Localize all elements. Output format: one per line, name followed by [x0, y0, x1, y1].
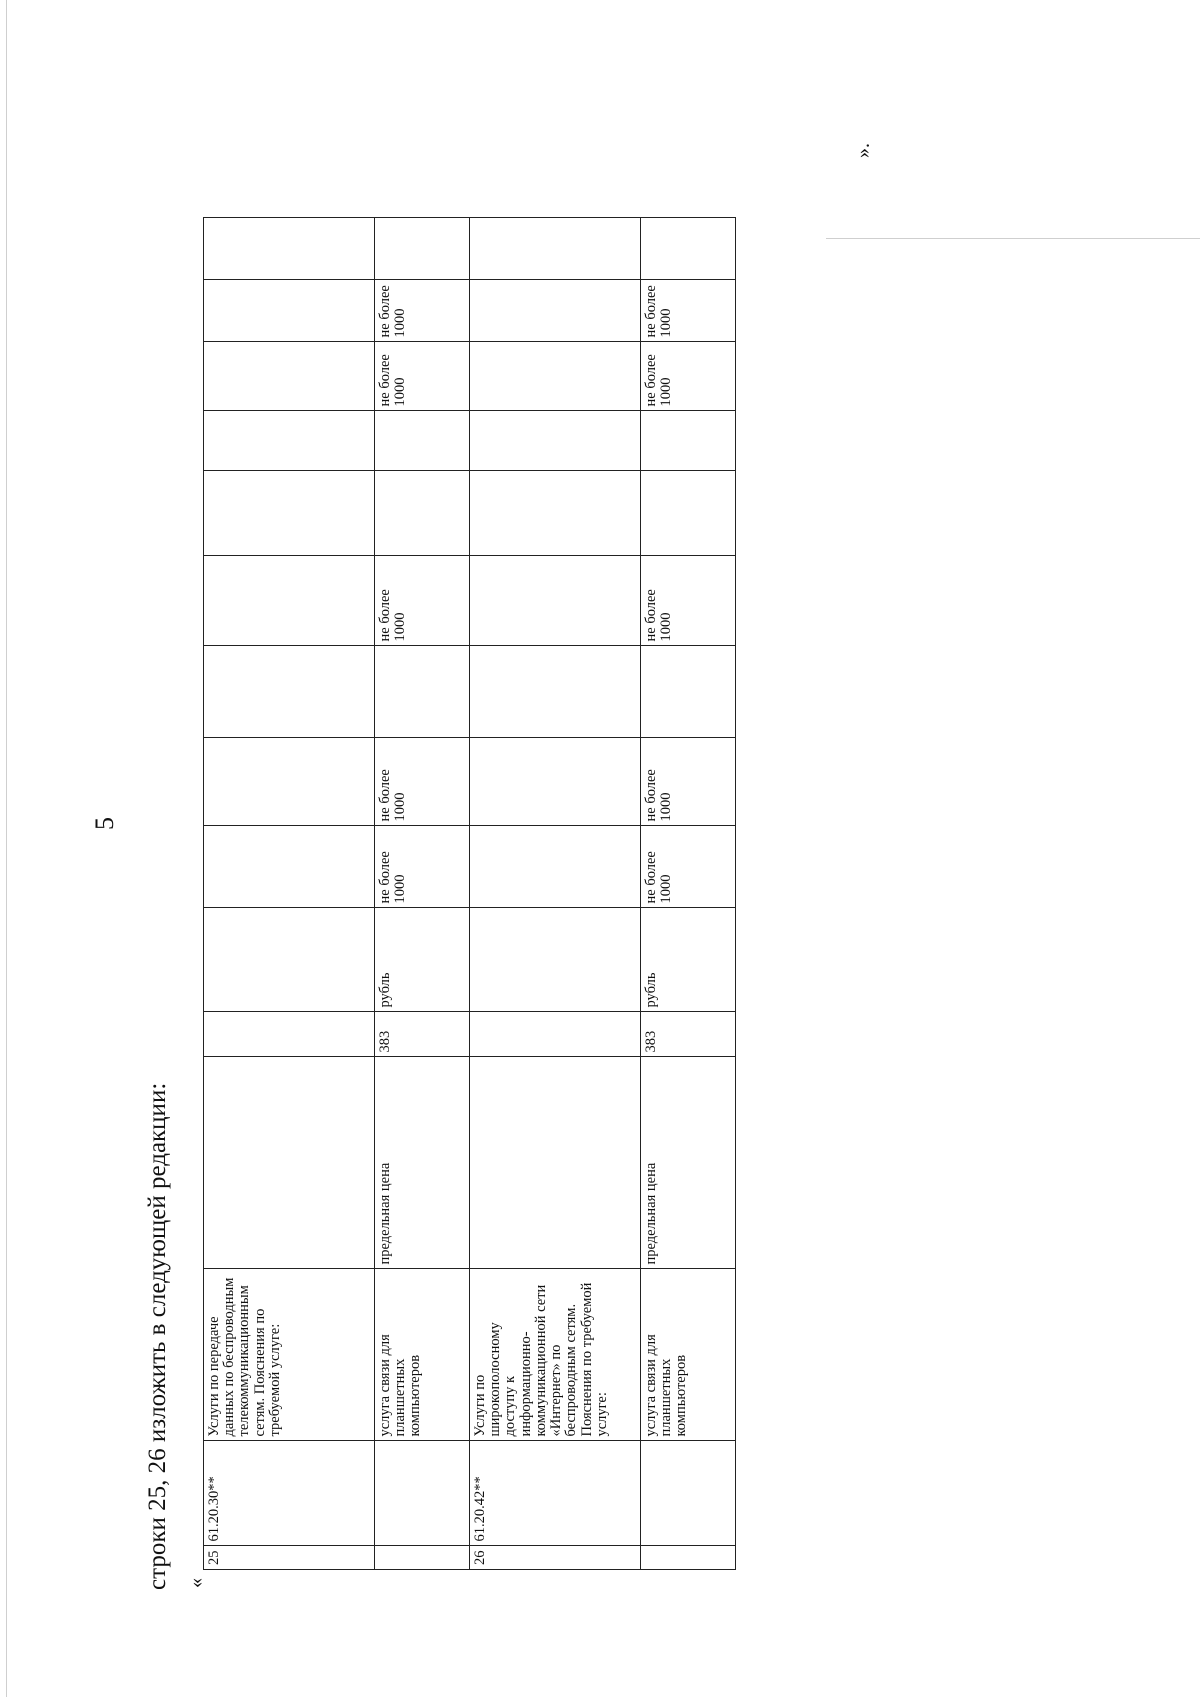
- scan-edge-line: [6, 0, 7, 1697]
- rotated-page-content: [90, 60, 1090, 1590]
- value-cell: не более 1000: [375, 738, 470, 826]
- characteristic: предельная цена: [375, 1057, 470, 1269]
- characteristic: предельная цена: [641, 1057, 736, 1269]
- value-cell: не более 1000: [375, 556, 470, 646]
- sub-service-name: услуга связи для планшетных компьютеров: [641, 1269, 736, 1441]
- unit-name: рубль: [375, 908, 470, 1012]
- service-name: Услуги по широкополосному доступу к информационно-коммуникационной сети «Интернет» по беспроводным сетям. Пояснения по требуемой услуге:: [470, 1269, 641, 1441]
- page-number: 5: [90, 817, 119, 830]
- unit-code: 383: [375, 1012, 470, 1057]
- amendment-table: [203, 218, 736, 1571]
- unit-name: рубль: [641, 908, 736, 1012]
- value-cell: не более 1000: [641, 280, 736, 342]
- value-cell: не более 1000: [641, 556, 736, 646]
- service-name: Услуги по передаче данных по беспроводным телекоммуникационным сетям. Пояснения по требуемой услуге:: [204, 1269, 375, 1441]
- row-number: 26: [470, 1546, 641, 1570]
- unit-code: 383: [641, 1012, 736, 1057]
- row-number: 25: [204, 1546, 375, 1570]
- table-row: [204, 218, 375, 1570]
- okpd2-code: 61.20.30**: [204, 1441, 375, 1546]
- value-cell: не более 1000: [641, 342, 736, 411]
- table-row: [470, 218, 641, 1570]
- table-row: [641, 218, 736, 1570]
- value-cell: не более 1000: [641, 826, 736, 908]
- value-cell: не более 1000: [375, 826, 470, 908]
- table-row: [375, 218, 470, 1570]
- sub-service-name: услуга связи для планшетных компьютеров: [375, 1269, 470, 1441]
- closing-quote: ».: [852, 143, 874, 158]
- opening-quote: «: [185, 1578, 207, 1588]
- okpd2-code: 61.20.42**: [470, 1441, 641, 1546]
- value-cell: не более 1000: [375, 280, 470, 342]
- amendment-heading: строки 25, 26 изложить в следующей редакции:: [144, 1082, 171, 1590]
- value-cell: не более 1000: [375, 342, 470, 411]
- value-cell: не более 1000: [641, 738, 736, 826]
